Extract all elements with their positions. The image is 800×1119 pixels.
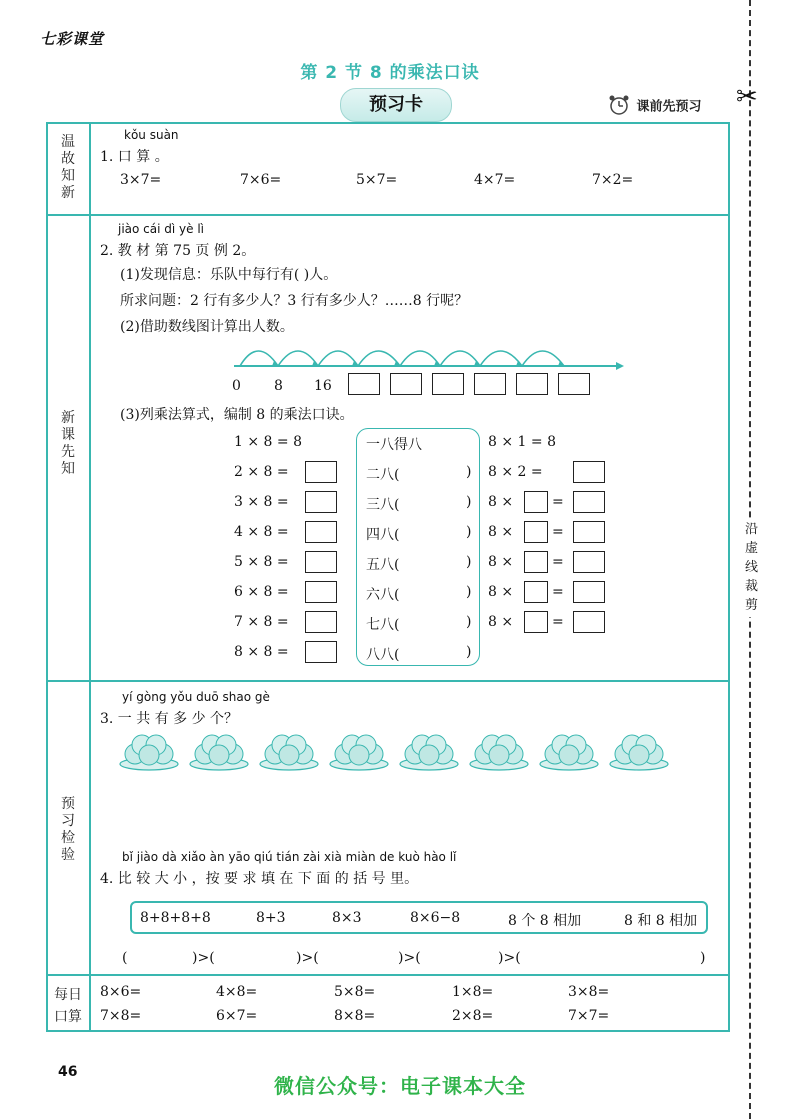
- daily-item: 3×8=: [568, 984, 610, 1000]
- bun-plate-icon: [188, 728, 250, 772]
- scissors-icon: ✂: [736, 82, 758, 112]
- numberline-answer-box[interactable]: [558, 373, 590, 395]
- bun-plate-icon: [328, 728, 390, 772]
- numberline-answer-box[interactable]: [348, 373, 380, 395]
- q1-item: 7×6=: [240, 172, 282, 188]
- koujue-item: 四八(: [366, 527, 400, 543]
- daily-item: 5×8=: [334, 984, 376, 1000]
- numberline-label: 16: [314, 378, 332, 394]
- q1-item: 3×7=: [120, 172, 162, 188]
- equals-sign: =: [552, 584, 564, 600]
- reverse-answer-box[interactable]: [573, 521, 605, 543]
- reverse-answer-box[interactable]: [573, 491, 605, 513]
- steamed-bun-plates: [118, 728, 678, 772]
- mult-expression: 3 × 8 =: [234, 494, 289, 510]
- number-line: [228, 334, 624, 374]
- numberline-label: 8: [274, 378, 283, 394]
- q3-pinyin: yí gòng yǒu duō shao gè: [122, 690, 270, 704]
- factor-answer-box[interactable]: [524, 581, 548, 603]
- label-review: 温故知新: [61, 134, 75, 201]
- reverse-answer-box[interactable]: [573, 611, 605, 633]
- koujue-item: 七八(: [366, 617, 400, 633]
- q2-part1: (1)发现信息：乐队中每行有( )人。: [120, 267, 338, 283]
- reverse-answer-box[interactable]: [573, 551, 605, 573]
- daily-item: 2×8=: [452, 1008, 494, 1024]
- daily-item: 6×7=: [216, 1008, 258, 1024]
- q2-pinyin: jiào cái dì yè lì: [118, 222, 205, 236]
- compare-option: 8 和 8 相加: [624, 913, 698, 929]
- compare-option: 8+8+8+8: [140, 910, 211, 926]
- equals-sign: =: [552, 614, 564, 630]
- mult-expression: 6 × 8 =: [234, 584, 289, 600]
- q4-title: 4. 比 较 大 小 ，按 要 求 填 在 下 面 的 括 号 里。: [100, 871, 419, 887]
- koujue-blank-close: ): [466, 464, 472, 480]
- product-answer-box[interactable]: [305, 581, 337, 603]
- bun-plate-icon: [538, 728, 600, 772]
- label-column-divider: [89, 122, 91, 1032]
- row-divider: [46, 974, 730, 976]
- reverse-prefix: 8 ×: [488, 524, 514, 540]
- mult-expression: 8 × 8 =: [234, 644, 289, 660]
- compare-option: 8+3: [256, 910, 286, 926]
- order-bracket[interactable]: )>(: [296, 950, 319, 966]
- order-bracket[interactable]: )>(: [498, 950, 521, 966]
- q2-part1-question: 所求问题：2 行有多少人？3 行有多少人？……8 行呢？: [120, 293, 469, 309]
- order-bracket[interactable]: )>(: [192, 950, 215, 966]
- bun-plate-icon: [118, 728, 180, 772]
- reverse-expression: 8 × 2 =: [488, 464, 543, 480]
- koujue-item: 二八(: [366, 467, 400, 483]
- product-answer-box[interactable]: [305, 521, 337, 543]
- numberline-label: 0: [232, 378, 241, 394]
- koujue-item: 六八(: [366, 587, 400, 603]
- bun-plate-icon: [468, 728, 530, 772]
- koujue-item: 五八(: [366, 557, 400, 573]
- order-bracket[interactable]: (: [122, 950, 128, 966]
- q1-item: 5×7=: [356, 172, 398, 188]
- bun-plate-icon: [398, 728, 460, 772]
- mult-expression: 2 × 8 =: [234, 464, 289, 480]
- reverse-prefix: 8 ×: [488, 584, 514, 600]
- q3-title: 3. 一 共 有 多 少 个？: [100, 711, 239, 727]
- reverse-prefix: 8 ×: [488, 494, 514, 510]
- mult-expression: 5 × 8 =: [234, 554, 289, 570]
- brand-logo: 七彩课堂: [40, 30, 105, 48]
- bun-plate-icon: [608, 728, 670, 772]
- daily-item: 8×8=: [334, 1008, 376, 1024]
- section-title: 第 2 节 8 的乘法口诀: [300, 63, 480, 83]
- koujue-item: 一八得八: [366, 437, 422, 453]
- product-answer-box[interactable]: [305, 551, 337, 573]
- preview-label: [606, 94, 702, 120]
- q4-pinyin: bǐ jiào dà xiǎo àn yāo qiú tián zài xià miàn de kuò hào lǐ: [122, 850, 457, 864]
- koujue-blank-close: ): [466, 644, 472, 660]
- factor-answer-box[interactable]: [524, 611, 548, 633]
- product-answer-box[interactable]: [305, 611, 337, 633]
- mult-expression: 4 × 8 =: [234, 524, 289, 540]
- q1-title: 1. 口 算 。: [100, 149, 169, 165]
- q1-item: 7×2=: [592, 172, 634, 188]
- row-divider: [46, 214, 730, 216]
- koujue-item: 八八(: [366, 647, 400, 663]
- product-answer-box[interactable]: [305, 491, 337, 513]
- label-daily: 每日口算: [54, 987, 82, 1025]
- koujue-blank-close: ): [466, 494, 472, 510]
- numberline-answer-box[interactable]: [474, 373, 506, 395]
- cut-instruction: 沿虚线裁剪: [745, 518, 757, 617]
- q2-part2: (2)借助数线图计算出人数。: [120, 319, 294, 335]
- reverse-answer-box[interactable]: [573, 461, 605, 483]
- compare-option: 8 个 8 相加: [508, 913, 582, 929]
- numberline-answer-box[interactable]: [516, 373, 548, 395]
- compare-option: 8×3: [332, 910, 362, 926]
- equals-sign: =: [552, 554, 564, 570]
- factor-answer-box[interactable]: [524, 491, 548, 513]
- daily-item: 7×7=: [568, 1008, 610, 1024]
- product-answer-box[interactable]: [305, 641, 337, 663]
- reverse-expression: 8 × 1 = 8: [488, 434, 556, 450]
- reverse-answer-box[interactable]: [573, 581, 605, 603]
- daily-item: 8×6=: [100, 984, 142, 1000]
- numberline-answer-box[interactable]: [390, 373, 422, 395]
- order-bracket[interactable]: )>(: [398, 950, 421, 966]
- factor-answer-box[interactable]: [524, 521, 548, 543]
- koujue-item: 三八(: [366, 497, 400, 513]
- numberline-answer-box[interactable]: [432, 373, 464, 395]
- page-number: 46: [58, 1064, 78, 1080]
- daily-item: 7×8=: [100, 1008, 142, 1024]
- label-new-lesson: 新课先知: [61, 410, 75, 477]
- reverse-prefix: 8 ×: [488, 614, 514, 630]
- alarm-clock-icon: [606, 94, 632, 120]
- koujue-blank-close: ): [466, 554, 472, 570]
- preview-text: 课前先预习: [636, 99, 702, 115]
- koujue-blank-close: ): [466, 584, 472, 600]
- compare-option: 8×6−8: [410, 910, 461, 926]
- mult-expression: 1 × 8 = 8: [234, 434, 302, 450]
- q1-pinyin: kǒu suàn: [124, 128, 179, 142]
- factor-answer-box[interactable]: [524, 551, 548, 573]
- daily-item: 1×8=: [452, 984, 494, 1000]
- q1-item: 4×7=: [474, 172, 516, 188]
- koujue-blank-close: ): [466, 524, 472, 540]
- equals-sign: =: [552, 494, 564, 510]
- reverse-prefix: 8 ×: [488, 554, 514, 570]
- q2-title: 2. 教 材 第 75 页 例 2。: [100, 243, 256, 259]
- daily-item: 4×8=: [216, 984, 258, 1000]
- bun-plate-icon: [258, 728, 320, 772]
- wechat-footer: 微信公众号：电子课本大全: [274, 1074, 526, 1098]
- koujue-blank-close: ): [466, 614, 472, 630]
- mult-expression: 7 × 8 =: [234, 614, 289, 630]
- order-bracket[interactable]: ): [700, 950, 706, 966]
- label-check: 预习检验: [61, 796, 75, 863]
- row-divider: [46, 680, 730, 682]
- card-title: 预习卡: [340, 88, 452, 122]
- product-answer-box[interactable]: [305, 461, 337, 483]
- q2-part3: (3)列乘法算式，编制 8 的乘法口诀。: [120, 407, 354, 423]
- equals-sign: =: [552, 524, 564, 540]
